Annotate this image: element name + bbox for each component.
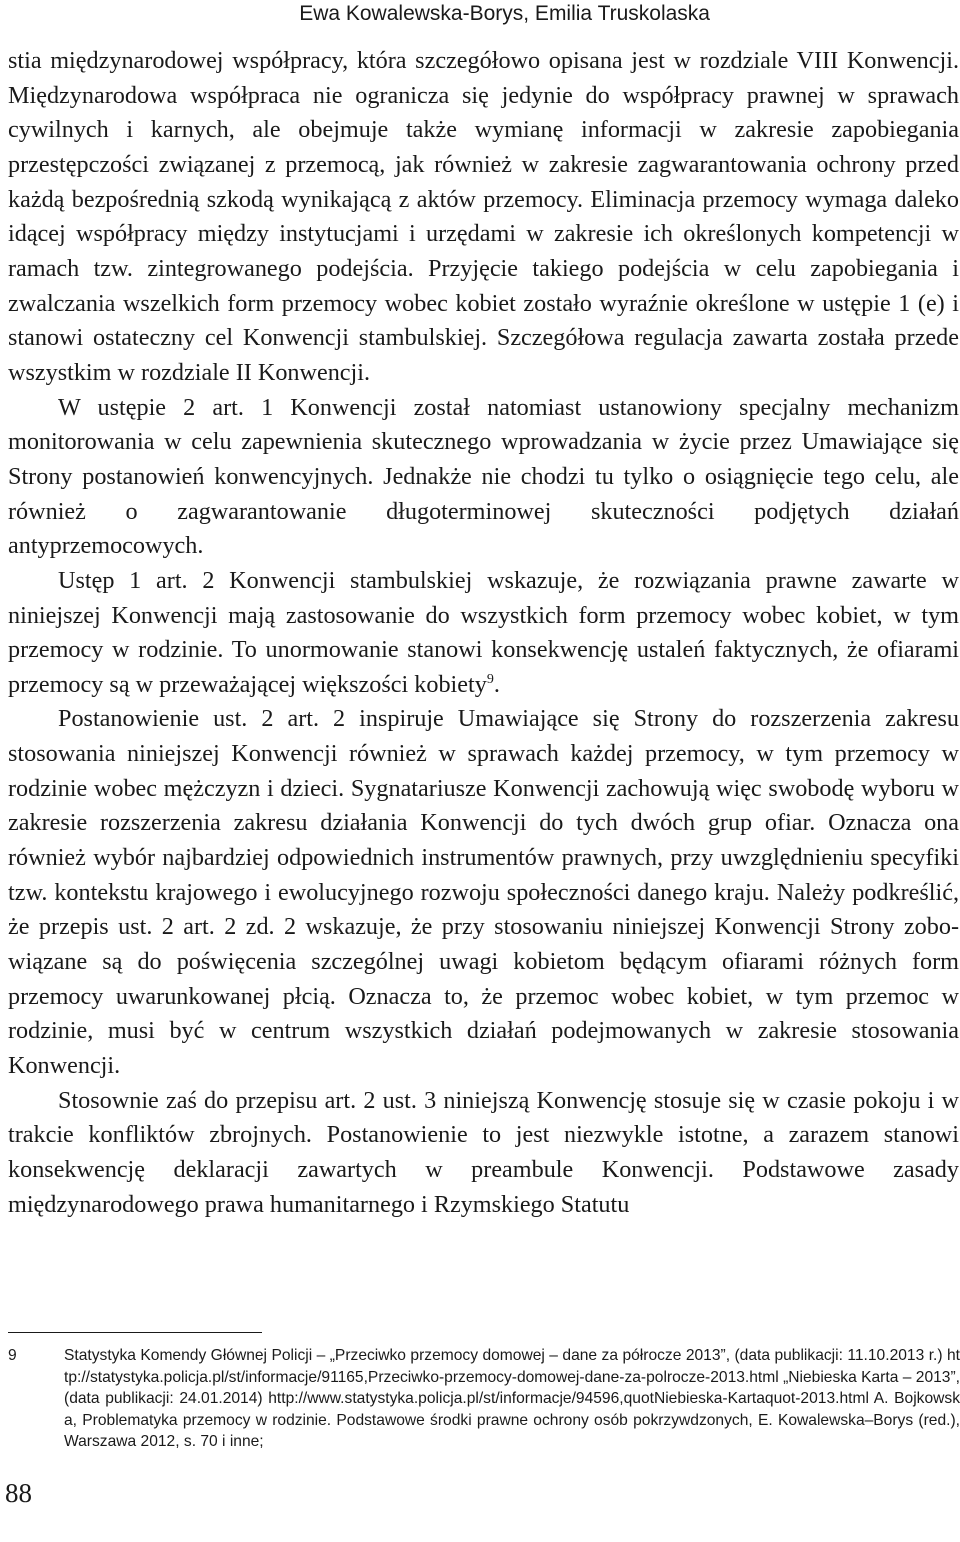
footnote-reference[interactable]: 9 — [486, 671, 494, 687]
paragraph — [8, 564, 959, 703]
running-head: Ewa Kowalewska-Borys, Emilia Truskolaska — [299, 2, 710, 25]
paragraph: Stosownie zaś do przepisu art. 2 ust. 3 niniejszą Konwencję stosuje się w czasie pokoju i w trakcie konfliktów zbrojnych. Postanowienie to jest niezwykle istotne, a zarazem stanowi konsekwencję deklaracji zawartych w preambule Konwencji. Podstawowe zasady międzynarodowego prawa humanitarnego i Rzymskiego Statutu — [8, 1086, 959, 1218]
paragraph-text: Ustęp 1 art. 2 Konwencji stambulskiej wskazuje, że rozwiązania prawne zawarte w niniejszej Konwencji mają zastosowanie do wszystkich form przemocy wobec kobiet, w tym przemocy w rodzinie. To unormowanie stanowi konsekwencję ustaleń faktycznych, że ofiarami przemocy są w przeważającej większości kobiety — [8, 566, 959, 698]
footnote-separator — [8, 1332, 262, 1333]
footnote-number: 9 — [8, 1347, 17, 1364]
paragraph-end: . — [493, 670, 500, 698]
paragraph: Postanowienie ust. 2 art. 2 inspiruje Umawiające się Strony do rozszerzenia zakresu stosowania niniejszej Konwencji również w sprawach każdej przemocy, w tym przemocy w rodzinie wobec mężczyzn i dzieci. Sygnatariusze Konwencji zachowują więc swobodę wyboru w zakresie rozszerzenia zakresu działania Konwencji do tych dwóch grup ofiar. Oznacza ona również wybór najbardziej odpowiednich instrumentów prawnych, przy uwzględnieniu specyfiki tzw. kontekstu krajowego i ewolucyjnego rozwoju społeczności danego kraju. Należy podkreślić, że przepis ust. 2 art. 2 zd. 2 wskazuje, że przy stosowaniu niniejszej Konwencji Strony zobowiązane są do poświęcenia szczególnej uwagi kobietom będącym ofiarami różnych form przemocy uwarunkowanej płcią. Oznacza to, że przemoc wobec kobiet, w tym przemoc w rodzinie, musi być w centrum wszystkich działań podejmowanych w zakresie stosowania Konwencji. — [8, 705, 959, 1080]
footnote-text: Statystyka Komendy Głównej Policji – „Przeciwko przemocy domowej – dane za półrocze 2013”, (data publikacji: 11.10.2013 r.) http://statystyka.policja.pl/st/informacje/91165,Przeciwko-przemocy-domowej-dane-za-polrocze-2013.html „Niebieska Karta – 2013”, (data publikacji: 24.01.2014) http://www.statystyka.policja.pl/st/informacje/94596,quotNiebieska-Kartaquot-2013.html A. Bojkowska, Problematyka przemocy w rodzinie. Podstawowe środki prawne ochrony osób pokrzywdzonych, E. Kowalewska–Borys (red.), Warszawa 2012, s. 70 i inne; — [64, 1347, 960, 1451]
page-number: 88 — [5, 1478, 32, 1508]
paragraph: W ustępie 2 art. 1 Konwencji został natomiast ustanowiony specjalny mechanizm monitorowania w celu zapewnienia skutecznego wprowadzania w życie przez Umawiające się Strony postanowień konwencyjnych. Jednakże nie chodzi tu tylko o osiągnięcie tego celu, ale również o zagwarantowanie długoterminowej skuteczności podjętych działań antyprzemocowych. — [8, 393, 959, 560]
footnote — [8, 1345, 960, 1453]
paragraph: stia międzynarodowej współpracy, która szczegółowo opisana jest w rozdziale VIII Konwencji. Międzynarodowa współpraca nie ogranicza się jedynie do współpracy prawnej w sprawach cywilnych i karnych, ale obejmuje także wymianę informacji w zakresie zapobiegania przestępczości związanej z przemocą, jak również w zakresie zagwarantowania ochrony przed każdą bezpośrednią szkodą wynikającą z aktów przemocy. Eliminacja przemocy wymaga daleko idącej współpracy między instytucjami i urzędami w zakresie ich określonych kompetencji w ramach tzw. zintegrowanego podejścia. Przyjęcie takiego podejścia w celu zapobiegania i zwalczania wszelkich form przemocy wobec kobiet zostało wyraźnie określone w ustępie 1 (e) i stanowi ostateczny cel Konwencji stambulskiej. Szczegółowa regulacja zawarta została przede wszystkim w rozdziale II Konwencji. — [8, 47, 959, 386]
main-text — [8, 44, 959, 1222]
